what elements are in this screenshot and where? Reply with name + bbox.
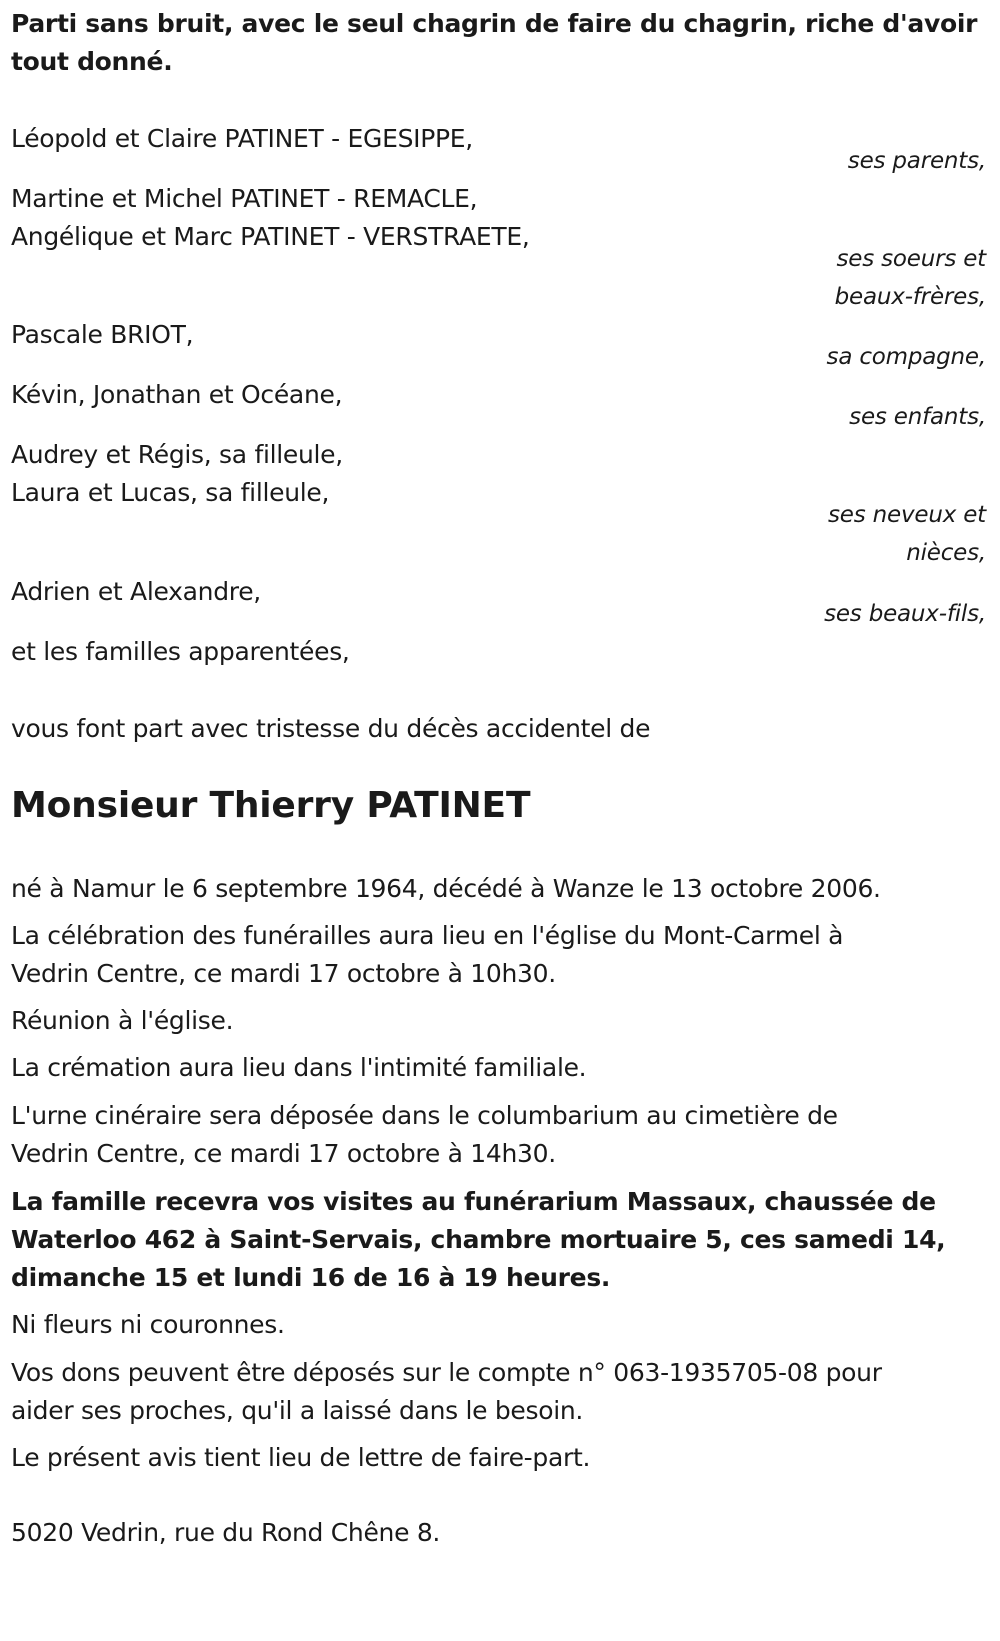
family-name: Adrien et Alexandre, — [11, 577, 261, 606]
family-relation: beaux-frères, — [834, 284, 986, 310]
family-relation: nièces, — [906, 540, 986, 566]
meeting-text: Réunion à l'église. — [11, 1006, 234, 1035]
family-name: Martine et Michel PATINET - REMACLE, — [11, 184, 478, 213]
family-name: Laura et Lucas, sa filleule, — [11, 478, 330, 507]
ceremony-line-1: La célébration des funérailles aura lieu en l'église du Mont-Carmel à — [11, 921, 844, 950]
address-text: 5020 Vedrin, rue du Rond Chêne 8. — [11, 1518, 441, 1547]
visits-line-1: La famille recevra vos visites au funérarium Massaux, chaussée de — [11, 1187, 936, 1216]
family-relation: ses neveux et — [828, 502, 986, 528]
born-died-text: né à Namur le 6 septembre 1964, décédé à Wanze le 13 octobre 2006. — [11, 874, 881, 903]
family-relation: ses soeurs et — [836, 246, 986, 272]
family-relation: ses parents, — [847, 148, 986, 174]
family-relation: ses enfants, — [849, 404, 986, 430]
intro-text: vous font part avec tristesse du décès accidentel de — [11, 714, 651, 743]
family-name: Audrey et Régis, sa filleule, — [11, 440, 343, 469]
family-name: Angélique et Marc PATINET - VERSTRAETE, — [11, 222, 530, 251]
donations-line-2: aider ses proches, qu'il a laissé dans le besoin. — [11, 1396, 584, 1425]
family-name: Kévin, Jonathan et Océane, — [11, 380, 343, 409]
notice-text: Le présent avis tient lieu de lettre de faire-part. — [11, 1443, 591, 1472]
ceremony-line-2: Vedrin Centre, ce mardi 17 octobre à 10h30. — [11, 959, 556, 988]
family-relation: ses beaux-fils, — [824, 601, 986, 627]
cremation-text: La crémation aura lieu dans l'intimité familiale. — [11, 1053, 587, 1082]
family-name: Léopold et Claire PATINET - EGESIPPE, — [11, 124, 473, 153]
donations-line-1: Vos dons peuvent être déposés sur le compte n° 063-1935705-08 pour — [11, 1358, 882, 1387]
no-flowers-text: Ni fleurs ni couronnes. — [11, 1310, 285, 1339]
epitaph-line-1: Parti sans bruit, avec le seul chagrin de faire du chagrin, riche d'avoir — [11, 9, 978, 38]
urn-line-1: L'urne cinéraire sera déposée dans le columbarium au cimetière de — [11, 1101, 838, 1130]
visits-line-3: dimanche 15 et lundi 16 de 16 à 19 heures. — [11, 1263, 611, 1292]
deceased-name: Monsieur Thierry PATINET — [11, 785, 531, 826]
urn-line-2: Vedrin Centre, ce mardi 17 octobre à 14h30. — [11, 1139, 556, 1168]
family-name: et les familles apparentées, — [11, 637, 350, 666]
family-relation: sa compagne, — [826, 344, 986, 370]
visits-line-2: Waterloo 462 à Saint-Servais, chambre mortuaire 5, ces samedi 14, — [11, 1225, 946, 1254]
epitaph-line-2: tout donné. — [11, 47, 173, 76]
family-name: Pascale BRIOT, — [11, 320, 194, 349]
